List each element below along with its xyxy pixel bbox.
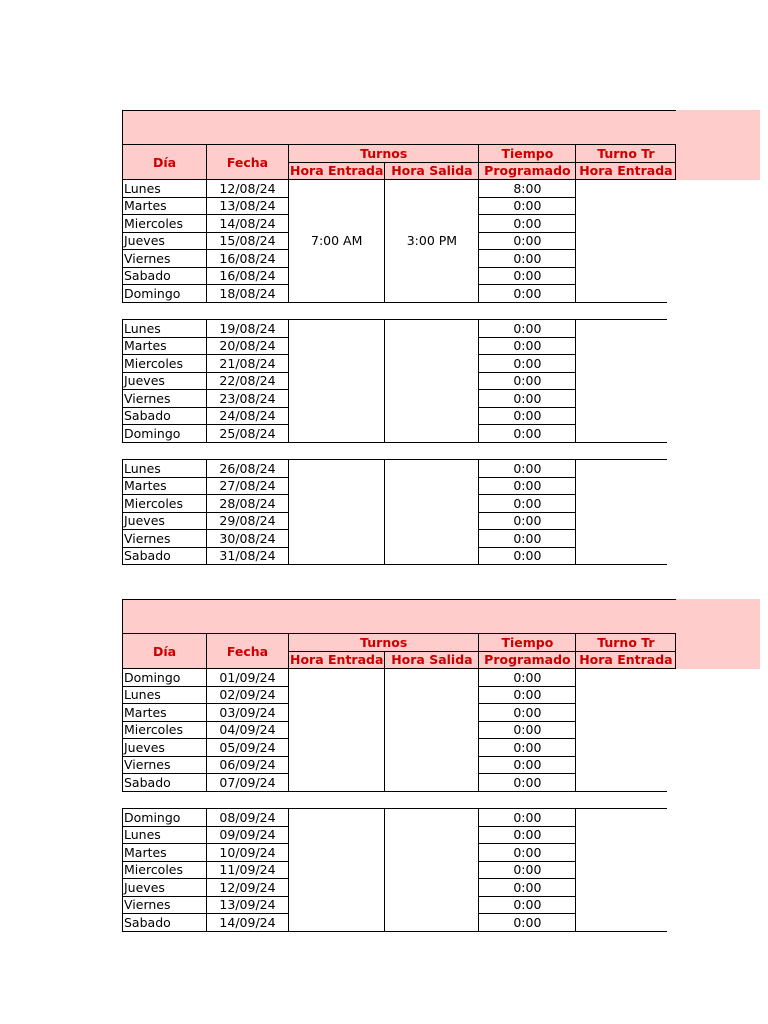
tiempo-programado-cell: 0:00 bbox=[479, 355, 576, 373]
tiempo-programado-cell: 0:00 bbox=[479, 320, 576, 338]
date-cell: 28/08/24 bbox=[207, 495, 289, 513]
day-cell: Sabado bbox=[123, 774, 207, 792]
day-cell: Jueves bbox=[123, 739, 207, 757]
day-cell: Viernes bbox=[123, 390, 207, 408]
date-cell: 13/09/24 bbox=[207, 896, 289, 914]
day-cell: Sabado bbox=[123, 407, 207, 425]
spacer-cell bbox=[207, 302, 289, 320]
col-header-turnos: Turnos bbox=[289, 634, 479, 652]
day-cell: Jueves bbox=[123, 512, 207, 530]
hora-entrada-cell: 7:00 AM bbox=[289, 180, 385, 303]
spacer-cell bbox=[576, 791, 676, 809]
hora-salida-cell: 3:00 PM bbox=[385, 180, 479, 303]
hora-salida-cell bbox=[385, 669, 479, 792]
spacer-cell bbox=[123, 442, 207, 460]
date-cell: 16/08/24 bbox=[207, 250, 289, 268]
hora-salida-cell bbox=[385, 460, 479, 565]
tiempo-programado-cell: 0:00 bbox=[479, 547, 576, 565]
spacer-cell bbox=[479, 442, 576, 460]
tiempo-programado-cell: 0:00 bbox=[479, 215, 576, 233]
day-cell: Miercoles bbox=[123, 355, 207, 373]
day-cell: Martes bbox=[123, 477, 207, 495]
september-title-cell bbox=[123, 600, 676, 634]
day-cell: Martes bbox=[123, 337, 207, 355]
spacer-cell bbox=[385, 442, 479, 460]
spacer-cell bbox=[123, 791, 207, 809]
tiempo-programado-cell: 0:00 bbox=[479, 721, 576, 739]
hora-entrada-cell bbox=[289, 809, 385, 932]
date-cell: 03/09/24 bbox=[207, 704, 289, 722]
date-cell: 08/09/24 bbox=[207, 809, 289, 827]
tiempo-programado-cell: 0:00 bbox=[479, 669, 576, 687]
col-header-fecha: Fecha bbox=[207, 145, 289, 180]
day-cell: Martes bbox=[123, 844, 207, 862]
day-cell: Viernes bbox=[123, 896, 207, 914]
date-cell: 01/09/24 bbox=[207, 669, 289, 687]
date-cell: 13/08/24 bbox=[207, 197, 289, 215]
date-cell: 26/08/24 bbox=[207, 460, 289, 478]
hora-entrada-cell bbox=[289, 669, 385, 792]
date-cell: 19/08/24 bbox=[207, 320, 289, 338]
page-right-clip bbox=[667, 180, 768, 599]
date-cell: 11/09/24 bbox=[207, 861, 289, 879]
tiempo-programado-cell: 0:00 bbox=[479, 495, 576, 513]
day-cell: Jueves bbox=[123, 879, 207, 897]
turno-tr-hora-entrada-cell bbox=[576, 180, 676, 303]
date-cell: 12/08/24 bbox=[207, 180, 289, 198]
hora-salida-cell bbox=[385, 809, 479, 932]
tiempo-programado-cell: 0:00 bbox=[479, 407, 576, 425]
tiempo-programado-cell: 0:00 bbox=[479, 826, 576, 844]
col-header-tiempo: Tiempo bbox=[479, 145, 576, 163]
tiempo-programado-cell: 0:00 bbox=[479, 739, 576, 757]
spacer-cell bbox=[289, 791, 385, 809]
tiempo-programado-cell: 0:00 bbox=[479, 232, 576, 250]
day-cell: Lunes bbox=[123, 180, 207, 198]
day-cell: Lunes bbox=[123, 686, 207, 704]
spacer-cell bbox=[576, 442, 676, 460]
col-header-dia: Día bbox=[123, 634, 207, 669]
col-header-hora-entrada-2: Hora Entrada bbox=[576, 162, 676, 180]
date-cell: 14/08/24 bbox=[207, 215, 289, 233]
spacer-cell bbox=[207, 442, 289, 460]
day-cell: Viernes bbox=[123, 250, 207, 268]
hora-salida-cell bbox=[385, 320, 479, 443]
date-cell: 05/09/24 bbox=[207, 739, 289, 757]
date-cell: 10/09/24 bbox=[207, 844, 289, 862]
day-cell: Lunes bbox=[123, 320, 207, 338]
date-cell: 29/08/24 bbox=[207, 512, 289, 530]
col-header-hora-salida: Hora Salida bbox=[385, 162, 479, 180]
date-cell: 20/08/24 bbox=[207, 337, 289, 355]
tiempo-programado-cell: 0:00 bbox=[479, 512, 576, 530]
tiempo-programado-cell: 0:00 bbox=[479, 861, 576, 879]
day-cell: Viernes bbox=[123, 530, 207, 548]
tiempo-programado-cell: 0:00 bbox=[479, 844, 576, 862]
day-cell: Martes bbox=[123, 704, 207, 722]
day-cell: Miercoles bbox=[123, 215, 207, 233]
tiempo-programado-cell: 0:00 bbox=[479, 337, 576, 355]
date-cell: 31/08/24 bbox=[207, 547, 289, 565]
turno-tr-hora-entrada-cell bbox=[576, 669, 676, 792]
day-cell: Jueves bbox=[123, 372, 207, 390]
spacer-cell bbox=[576, 302, 676, 320]
date-cell: 04/09/24 bbox=[207, 721, 289, 739]
spacer-cell bbox=[123, 302, 207, 320]
date-cell: 23/08/24 bbox=[207, 390, 289, 408]
tiempo-programado-cell: 0:00 bbox=[479, 879, 576, 897]
col-header-hora-entrada: Hora Entrada bbox=[290, 652, 384, 668]
day-cell: Lunes bbox=[123, 460, 207, 478]
tiempo-programado-cell: 0:00 bbox=[479, 197, 576, 215]
day-cell: Miercoles bbox=[123, 495, 207, 513]
col-header-programado: Programado bbox=[479, 162, 576, 180]
spacer-cell bbox=[479, 791, 576, 809]
day-cell: Sabado bbox=[123, 914, 207, 932]
tiempo-programado-cell: 0:00 bbox=[479, 809, 576, 827]
day-cell: Domingo bbox=[123, 425, 207, 443]
tiempo-programado-cell: 8:00 bbox=[479, 180, 576, 198]
tiempo-programado-cell: 0:00 bbox=[479, 774, 576, 792]
col-header-tiempo: Tiempo bbox=[479, 634, 576, 652]
tiempo-programado-cell: 0:00 bbox=[479, 704, 576, 722]
table-row bbox=[123, 460, 676, 478]
tiempo-programado-cell: 0:00 bbox=[479, 372, 576, 390]
day-cell: Miercoles bbox=[123, 861, 207, 879]
day-cell: Viernes bbox=[123, 756, 207, 774]
date-cell: 06/09/24 bbox=[207, 756, 289, 774]
day-cell: Domingo bbox=[123, 285, 207, 303]
tiempo-programado-cell: 0:00 bbox=[479, 460, 576, 478]
date-cell: 07/09/24 bbox=[207, 774, 289, 792]
spacer-cell bbox=[385, 791, 479, 809]
tiempo-programado-cell: 0:00 bbox=[479, 425, 576, 443]
date-cell: 21/08/24 bbox=[207, 355, 289, 373]
date-cell: 24/08/24 bbox=[207, 407, 289, 425]
col-header-turnos: Turnos bbox=[289, 145, 479, 163]
col-header-hora-entrada-2: Hora Entrada bbox=[576, 651, 676, 669]
tiempo-programado-cell: 0:00 bbox=[479, 686, 576, 704]
date-cell: 25/08/24 bbox=[207, 425, 289, 443]
turno-tr-hora-entrada-cell bbox=[576, 809, 676, 932]
day-cell: Sabado bbox=[123, 547, 207, 565]
tiempo-programado-cell: 0:00 bbox=[479, 896, 576, 914]
table-row bbox=[123, 320, 676, 338]
tiempo-programado-cell: 0:00 bbox=[479, 914, 576, 932]
spacer-cell bbox=[385, 302, 479, 320]
day-cell: Domingo bbox=[123, 809, 207, 827]
date-cell: 27/08/24 bbox=[207, 477, 289, 495]
table-row bbox=[123, 180, 676, 198]
col-header-turno-tr: Turno Tr bbox=[576, 145, 676, 163]
table-row bbox=[123, 809, 676, 827]
spacer-cell bbox=[207, 791, 289, 809]
page-right-clip bbox=[667, 669, 768, 1024]
tiempo-programado-cell: 0:00 bbox=[479, 477, 576, 495]
tiempo-programado-cell: 0:00 bbox=[479, 530, 576, 548]
hora-entrada-cell bbox=[289, 320, 385, 443]
august-title-band bbox=[666, 110, 760, 180]
date-cell: 16/08/24 bbox=[207, 267, 289, 285]
tiempo-programado-cell: 0:00 bbox=[479, 390, 576, 408]
date-cell: 18/08/24 bbox=[207, 285, 289, 303]
day-cell: Miercoles bbox=[123, 721, 207, 739]
day-cell: Jueves bbox=[123, 232, 207, 250]
date-cell: 30/08/24 bbox=[207, 530, 289, 548]
table-row bbox=[123, 669, 676, 687]
col-header-dia: Día bbox=[123, 145, 207, 180]
day-cell: Lunes bbox=[123, 826, 207, 844]
col-header-hora-entrada: Hora Entrada bbox=[290, 163, 384, 179]
spacer-cell bbox=[479, 302, 576, 320]
tiempo-programado-cell: 0:00 bbox=[479, 285, 576, 303]
day-cell: Martes bbox=[123, 197, 207, 215]
tiempo-programado-cell: 0:00 bbox=[479, 267, 576, 285]
hora-entrada-cell bbox=[289, 460, 385, 565]
date-cell: 15/08/24 bbox=[207, 232, 289, 250]
turno-tr-hora-entrada-cell bbox=[576, 320, 676, 443]
turno-tr-hora-entrada-cell bbox=[576, 460, 676, 565]
tiempo-programado-cell: 0:00 bbox=[479, 250, 576, 268]
col-header-programado: Programado bbox=[479, 651, 576, 669]
date-cell: 12/09/24 bbox=[207, 879, 289, 897]
date-cell: 22/08/24 bbox=[207, 372, 289, 390]
spacer-cell bbox=[289, 442, 385, 460]
august-schedule-table bbox=[122, 110, 676, 565]
col-header-fecha: Fecha bbox=[207, 634, 289, 669]
spacer-cell bbox=[289, 302, 385, 320]
date-cell: 09/09/24 bbox=[207, 826, 289, 844]
tiempo-programado-cell: 0:00 bbox=[479, 756, 576, 774]
col-header-hora-salida: Hora Salida bbox=[385, 651, 479, 669]
day-cell: Sabado bbox=[123, 267, 207, 285]
august-title-cell bbox=[123, 111, 676, 145]
col-header-turno-tr: Turno Tr bbox=[576, 634, 676, 652]
day-cell: Domingo bbox=[123, 669, 207, 687]
september-title-band bbox=[666, 599, 760, 669]
date-cell: 02/09/24 bbox=[207, 686, 289, 704]
date-cell: 14/09/24 bbox=[207, 914, 289, 932]
september-schedule-table bbox=[122, 599, 676, 932]
